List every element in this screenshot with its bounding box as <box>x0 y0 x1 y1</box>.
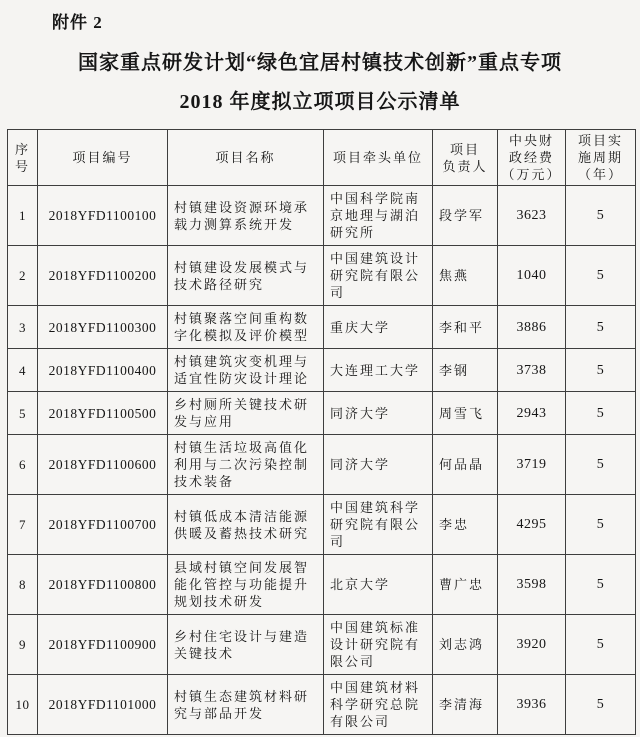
attachment-label: 附件 2 <box>52 13 103 32</box>
seq-cell: 3 <box>8 306 38 349</box>
col-header-project-name: 项目名称 <box>168 130 324 186</box>
lead-unit-cell: 大连理工大学 <box>324 349 433 392</box>
project-code-cell: 2018YFD1100100 <box>38 186 168 246</box>
seq-cell: 8 <box>8 555 38 615</box>
project-list-table <box>7 129 636 735</box>
document-title-line2: 2018 年度拟立项项目公示清单 <box>179 91 461 113</box>
leader-cell: 段学军 <box>433 186 498 246</box>
col-header-seq: 序 号 <box>8 130 38 186</box>
period-cell: 5 <box>566 392 636 435</box>
table-row <box>8 615 636 675</box>
funding-cell: 1040 <box>498 246 566 306</box>
project-code-cell: 2018YFD1101000 <box>38 675 168 735</box>
seq-cell: 9 <box>8 615 38 675</box>
seq-cell: 5 <box>8 392 38 435</box>
table-row <box>8 246 636 306</box>
lead-unit-cell: 同济大学 <box>324 435 433 495</box>
seq-cell: 2 <box>8 246 38 306</box>
leader-cell: 周雪飞 <box>433 392 498 435</box>
funding-cell: 3920 <box>498 615 566 675</box>
period-cell: 5 <box>566 675 636 735</box>
project-code-cell: 2018YFD1100900 <box>38 615 168 675</box>
lead-unit-cell: 同济大学 <box>324 392 433 435</box>
project-code-cell: 2018YFD1100200 <box>38 246 168 306</box>
lead-unit-cell: 中国建筑材料科学研究总院有限公司 <box>324 675 433 735</box>
funding-cell: 3719 <box>498 435 566 495</box>
project-code-cell: 2018YFD1100500 <box>38 392 168 435</box>
lead-unit-cell: 中国建筑科学研究院有限公司 <box>324 495 433 555</box>
project-name-cell: 村镇建设发展模式与技术路径研究 <box>168 246 324 306</box>
project-code-cell: 2018YFD1100300 <box>38 306 168 349</box>
leader-cell: 刘志鸿 <box>433 615 498 675</box>
leader-cell: 曹广忠 <box>433 555 498 615</box>
period-cell: 5 <box>566 186 636 246</box>
project-name-cell: 村镇生态建筑材料研究与部品开发 <box>168 675 324 735</box>
period-cell: 5 <box>566 349 636 392</box>
seq-cell: 4 <box>8 349 38 392</box>
project-name-cell: 乡村住宅设计与建造关键技术 <box>168 615 324 675</box>
project-code-cell: 2018YFD1100600 <box>38 435 168 495</box>
table-row <box>8 435 636 495</box>
project-code-cell: 2018YFD1100800 <box>38 555 168 615</box>
period-cell: 5 <box>566 306 636 349</box>
lead-unit-cell: 北京大学 <box>324 555 433 615</box>
table-row <box>8 392 636 435</box>
leader-cell: 李忠 <box>433 495 498 555</box>
project-name-cell: 村镇建设资源环境承载力测算系统开发 <box>168 186 324 246</box>
project-name-cell: 村镇低成本清洁能源供暖及蓄热技术研究 <box>168 495 324 555</box>
table-row <box>8 495 636 555</box>
period-cell: 5 <box>566 495 636 555</box>
funding-cell: 3738 <box>498 349 566 392</box>
leader-cell: 李和平 <box>433 306 498 349</box>
period-cell: 5 <box>566 615 636 675</box>
leader-cell: 焦燕 <box>433 246 498 306</box>
seq-cell: 6 <box>8 435 38 495</box>
project-name-cell: 村镇生活垃圾高值化利用与二次污染控制技术装备 <box>168 435 324 495</box>
table-row <box>8 675 636 735</box>
table-header-row <box>8 130 636 186</box>
period-cell: 5 <box>566 555 636 615</box>
table-row <box>8 186 636 246</box>
col-header-project-code: 项目编号 <box>38 130 168 186</box>
project-code-cell: 2018YFD1100400 <box>38 349 168 392</box>
col-header-funding: 中央财 政经费 （万元） <box>498 130 566 186</box>
lead-unit-cell: 中国建筑设计研究院有限公司 <box>324 246 433 306</box>
funding-cell: 4295 <box>498 495 566 555</box>
funding-cell: 3936 <box>498 675 566 735</box>
col-header-leader: 项目 负责人 <box>433 130 498 186</box>
document-title-line1: 国家重点研发计划“绿色宜居村镇技术创新”重点专项 <box>78 52 562 74</box>
funding-cell: 3623 <box>498 186 566 246</box>
project-name-cell: 乡村厕所关键技术研发与应用 <box>168 392 324 435</box>
period-cell: 5 <box>566 246 636 306</box>
leader-cell: 何品晶 <box>433 435 498 495</box>
seq-cell: 10 <box>8 675 38 735</box>
project-name-cell: 县域村镇空间发展智能化管控与功能提升规划技术研发 <box>168 555 324 615</box>
table-row <box>8 306 636 349</box>
funding-cell: 3598 <box>498 555 566 615</box>
project-name-cell: 村镇建筑灾变机理与适宜性防灾设计理论 <box>168 349 324 392</box>
project-name-cell: 村镇聚落空间重构数字化模拟及评价模型 <box>168 306 324 349</box>
seq-cell: 7 <box>8 495 38 555</box>
period-cell: 5 <box>566 435 636 495</box>
table-row <box>8 555 636 615</box>
seq-cell: 1 <box>8 186 38 246</box>
lead-unit-cell: 中国建筑标准设计研究院有限公司 <box>324 615 433 675</box>
lead-unit-cell: 重庆大学 <box>324 306 433 349</box>
leader-cell: 李钢 <box>433 349 498 392</box>
lead-unit-cell: 中国科学院南京地理与湖泊研究所 <box>324 186 433 246</box>
col-header-period: 项目实 施周期 （年） <box>566 130 636 186</box>
leader-cell: 李清海 <box>433 675 498 735</box>
table-row <box>8 349 636 392</box>
project-code-cell: 2018YFD1100700 <box>38 495 168 555</box>
funding-cell: 2943 <box>498 392 566 435</box>
col-header-lead-unit: 项目牵头单位 <box>324 130 433 186</box>
funding-cell: 3886 <box>498 306 566 349</box>
